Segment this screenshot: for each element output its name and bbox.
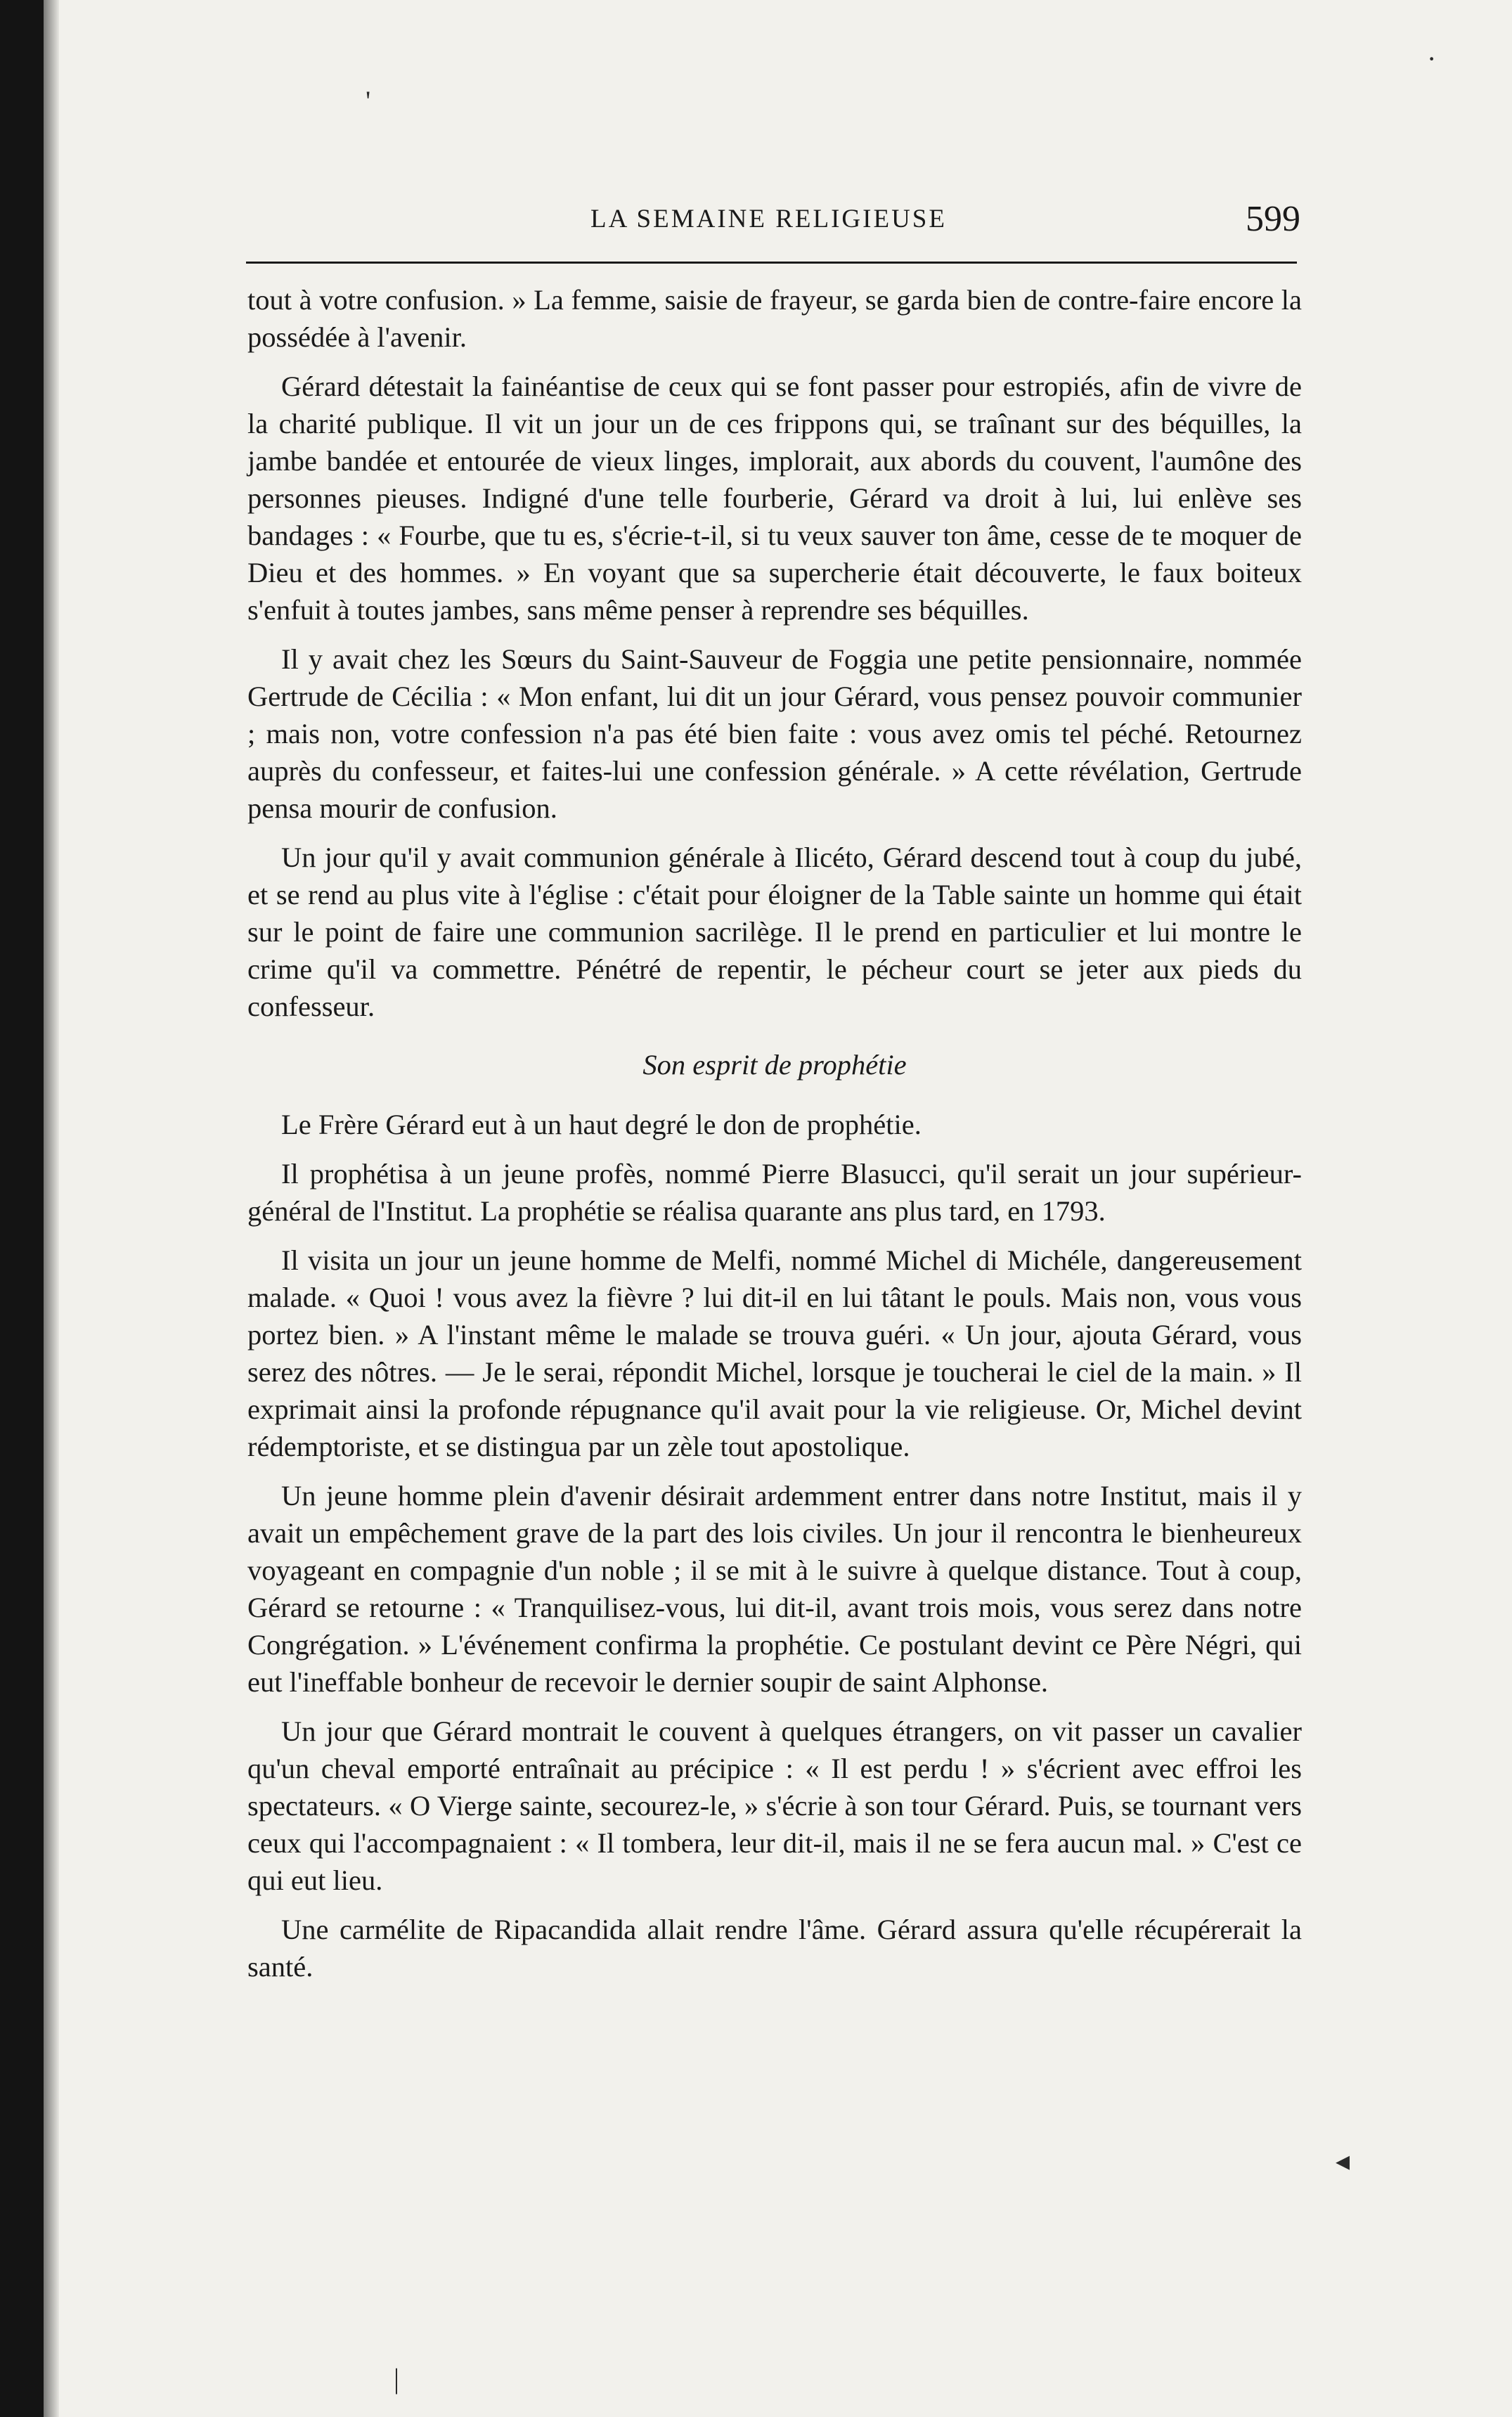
paragraph: Il visita un jour un jeune homme de Melfi, nommé Michel di Michéle, dangereusement malade. « Quoi ! vous avez la fièvre ? lui dit-il en lui tâtant le pouls. Mais non, vous vous portez bien. » A l'instant même le malade se trouva guéri. « Un jour, ajouta Gérard, vous serez des nôtres. — Je le serai, répondit Michel, lorsque je toucherai le ciel de la main. » Il exprimait ainsi la profonde répugnance qu'il avait pour la vie religieuse. Or, Michel devint rédemptoriste, et se distingua par un zèle tout apostolique. bbox=[247, 1244, 1302, 1462]
scan-speck: ◂ bbox=[1336, 2145, 1350, 2177]
scan-speck: · bbox=[1427, 43, 1437, 75]
paragraph: Une carmélite de Ripacandida allait rendre l'âme. Gérard assura qu'elle récupérerait la santé. bbox=[247, 1914, 1302, 1983]
section-title: Son esprit de prophétie bbox=[642, 1049, 907, 1081]
paragraph: Un jeune homme plein d'avenir désirait ardemment entrer dans notre Institut, mais il y avait un empêchement grave de la part des lois civiles. Un jour il rencontra le bienheureux voyageant en compagnie d'un noble ; il se mit à le suivre à quelque distance. Tout à coup, Gérard se retourne : « Tranquilisez-vous, lui dit-il, avant trois mois, vous serez dans notre Congrégation. » L'événement confirma la prophétie. Ce postulant devint ce Père Négri, qui eut l'ineffable bonheur de recevoir le dernier soupir de saint Alphonse. bbox=[247, 1480, 1302, 1698]
paragraph: Il prophétisa à un jeune profès, nommé Pierre Blasucci, qu'il serait un jour supérieur-général de l'Institut. La prophétie se réalisa quarante ans plus tard, en 1793. bbox=[247, 1158, 1302, 1227]
scan-speck: ' bbox=[366, 85, 371, 117]
paragraph: Un jour qu'il y avait communion générale à Ilicéto, Gérard descend tout à coup du jubé, et se rend au plus vite à l'église : c'était pour éloigner de la Table sainte un homme qui était sur le point de faire une communion sacrilège. Il le prend en particulier et lui montre le crime qu'il va commettre. Pénétré de repentir, le pécheur court se jeter aux pieds du confesseur. bbox=[247, 842, 1302, 1022]
page-number: 599 bbox=[1246, 199, 1300, 239]
paragraph: Gérard détestait la fainéantise de ceux qui se font passer pour estropiés, afin de vivre de la charité publique. Il vit un jour un de ces frippons qui, se traînant sur des béquilles, la jambe bandée et entourée de vieux linges, implorait, aux abords du couvent, l'aumône des personnes pieuses. Indigné d'une telle fourberie, Gérard va droit à lui, lui enlève ses bandages : « Fourbe, que tu es, s'écrie-t-il, si tu veux sauver ton âme, cesse de te moquer de Dieu et des hommes. » En voyant que sa supercherie était découverte, le faux boiteux s'enfuit à toutes jambes, sans même penser à reprendre ses béquilles. bbox=[247, 370, 1302, 626]
paragraph: Il y avait chez les Sœurs du Saint-Sauveur de Foggia une petite pensionnaire, nommée Gertrude de Cécilia : « Mon enfant, lui dit un jour Gérard, vous pensez pouvoir communier ; mais non, votre confession n'a pas été bien faite : vous avez omis tel péché. Retournez auprès du confesseur, et faites-lui une confession générale. » A cette révélation, Gertrude pensa mourir de confusion. bbox=[247, 643, 1302, 824]
paragraph: Un jour que Gérard montrait le couvent à quelques étrangers, on vit passer un cavalier qu'un cheval emporté entraînait au précipice : « Il est perdu ! » s'écrient avec effroi les spectateurs. « O Vierge sainte, secourez-le, » s'écrie à son tour Gérard. Puis, se tournant vers ceux qui l'accompagnaient : « Il tombera, leur dit-il, mais il ne se fera aucun mal. » C'est ce qui eut lieu. bbox=[247, 1715, 1302, 1896]
paragraph: Le Frère Gérard eut à un haut degré le don de prophétie. bbox=[281, 1109, 922, 1140]
scan-gutter-shadow bbox=[44, 0, 59, 2417]
header-rule bbox=[246, 262, 1297, 264]
paragraph: tout à votre confusion. » La femme, saisie de frayeur, se garda bien de contre-faire encore la possédée à l'avenir. bbox=[247, 284, 1302, 353]
scan-speck: | bbox=[394, 2363, 400, 2395]
article-body bbox=[247, 281, 1302, 1997]
running-title: LA SEMAINE RELIGIEUSE bbox=[590, 205, 947, 233]
scan-dark-edge bbox=[0, 0, 44, 2417]
page-header bbox=[246, 198, 1300, 247]
